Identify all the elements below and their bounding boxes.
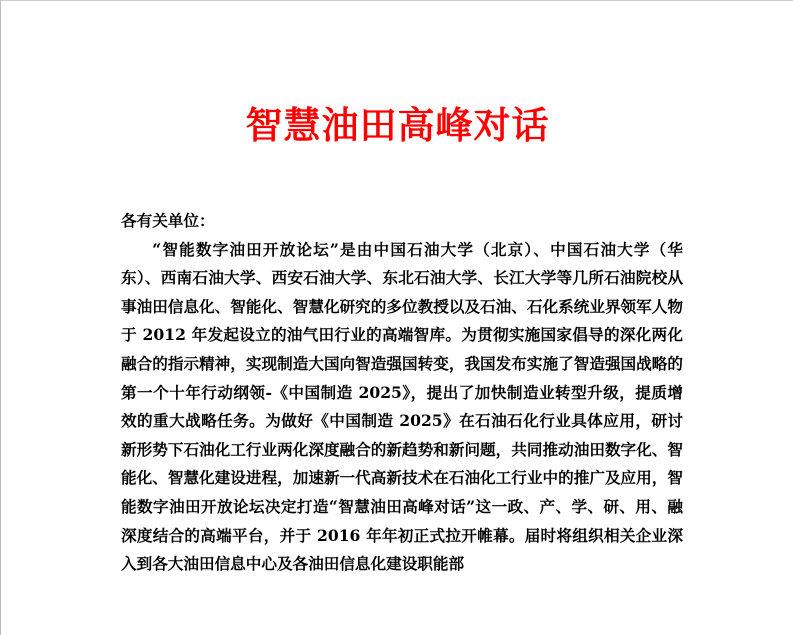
document-title: 智慧油田高峰对话 — [245, 103, 550, 147]
document-body — [121, 207, 683, 579]
body-paragraph: “智能数字油田开放论坛”是由中国石油大学（北京）、中国石油大学（华东）、西南石油大学、西安石油大学、东北石油大学、长江大学等几所石油院校从事油田信息化、智能化、智慧化研究的多位教授以及石油、石化系统业界领军人物于 2012 年发起设立的油气田行业的高端智库。为贯彻实施国家倡导的深化两化融合的指示精神，实现制造大国向智造强国转变，我国发布实施了智造强国战略的第一个十年行动纲领-《中国制造 2025》，提出了加快制造业转型升级，提质增效的重大战略任务。为做好《中国制造 2025》在石油石化行业具体应用，研讨新形势下石油化工行业两化深度融合的新趋势和新问题，共同推动油田数字化、智能化、智慧化建设进程，加速新一代高新技术在石油化工行业中的推广及应用，智能数字油田开放论坛决定打造“智慧油田高峰对话”这一政、产、学、研、用、融深度结合的高端平台，并于 2016 年年初正式拉开帷幕。届时将组织相关企业深入到各大油田信息中心及各油田信息化建设职能部 — [121, 239, 683, 574]
salutation: 各有关单位： — [121, 211, 215, 230]
